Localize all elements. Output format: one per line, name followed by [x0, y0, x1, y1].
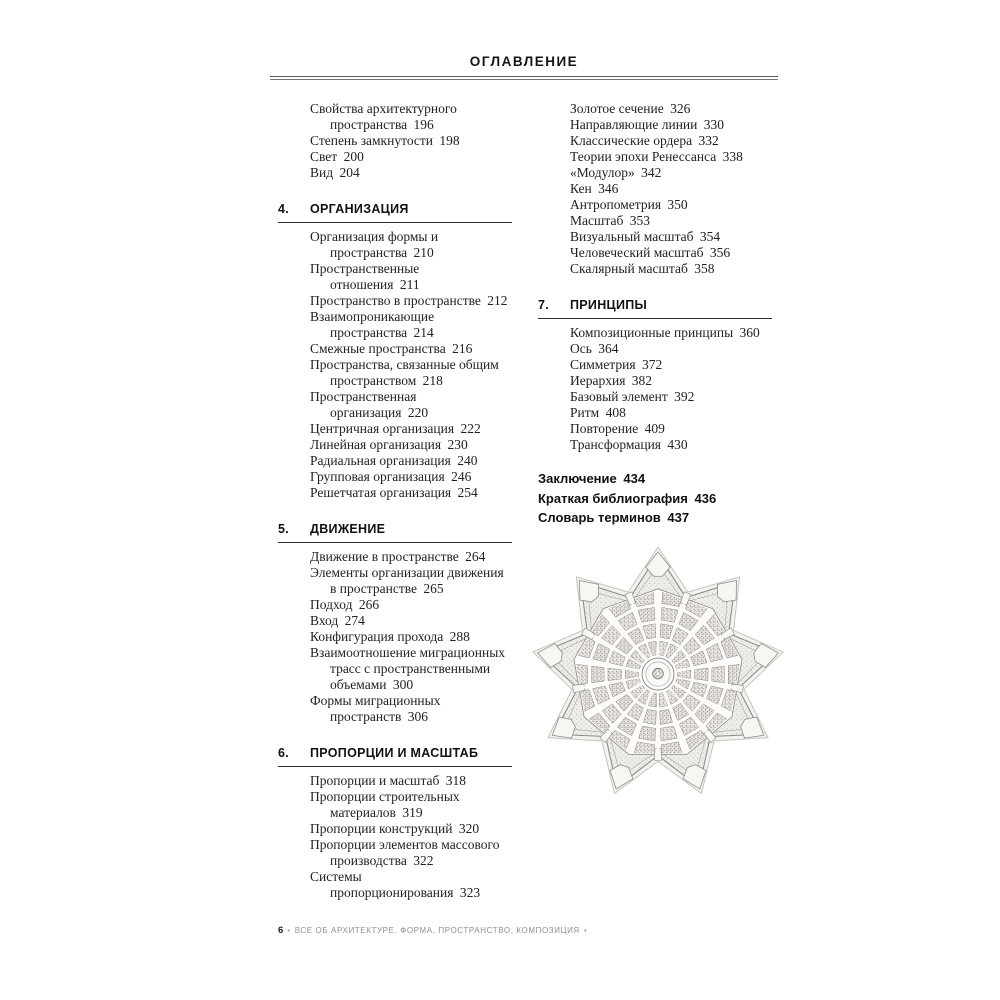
entry-label: Подход [310, 597, 353, 612]
toc-entry [278, 309, 512, 341]
toc-entry [278, 869, 512, 901]
bastion [741, 717, 764, 738]
toc-entry [278, 165, 512, 181]
entry-page-number: 211 [396, 277, 420, 292]
entry-label: Пространства, связанные общим пространством [310, 357, 499, 388]
toc-entry [278, 565, 512, 597]
entry-label: Элементы организации движения в пространстве [310, 565, 504, 596]
entry-label: Золотое сечение [570, 101, 664, 116]
entry-label: Свет [310, 149, 338, 164]
entry-label: Ритм [570, 405, 600, 420]
section-heading [278, 521, 512, 543]
entry-page-number: 254 [454, 485, 478, 500]
toc-entry [278, 789, 512, 821]
entry-label: Человеческий масштаб [570, 245, 704, 260]
entry-label: Групповая организация [310, 469, 445, 484]
toc-entry [278, 421, 512, 437]
toc-entry-group [278, 229, 512, 501]
entry-page-number: 330 [700, 117, 725, 132]
star-fortress-city-plan-image [530, 546, 786, 810]
entry-page-number: 300 [389, 677, 414, 692]
entry-label: Степень замкнутости [310, 133, 434, 148]
toc-entry [538, 229, 772, 245]
toc-entry [278, 837, 512, 869]
entry-label: Пространство в пространстве [310, 293, 481, 308]
toc-entry [538, 489, 772, 509]
entry-page-number: 356 [706, 245, 731, 260]
toc-entry [278, 773, 512, 789]
entry-label: Трансформация [570, 437, 661, 452]
entry-page-number: 265 [420, 581, 444, 596]
toc-entry [278, 597, 512, 613]
toc-entry [538, 341, 772, 357]
footer-bullet-left: • [287, 926, 291, 935]
section-heading [278, 201, 512, 223]
entry-page-number: 214 [410, 325, 434, 340]
entry-page-number: 318 [442, 773, 467, 788]
section-title: ПРОПОРЦИИ И МАСШТАБ [310, 746, 479, 760]
entry-page-number: 218 [419, 373, 443, 388]
footer-page-number: 6 [278, 925, 284, 936]
page-footer [278, 925, 591, 936]
entry-label: Организация формы и пространства [310, 229, 439, 260]
entry-label: Решетчатая организация [310, 485, 452, 500]
entry-label: Краткая библиография [538, 490, 688, 506]
entry-page-number: 212 [483, 293, 508, 308]
entry-page-number: 240 [453, 453, 478, 468]
entry-page-number: 196 [410, 117, 434, 132]
entry-label: Кен [570, 181, 592, 196]
entry-label: Антропометрия [570, 197, 662, 212]
entry-label: Пропорции строительных материалов [310, 789, 460, 820]
entry-label: Базовый элемент [570, 389, 668, 404]
entry-label: Пространственные отношения [310, 261, 420, 292]
toc-entry [278, 629, 512, 645]
entry-page-number: 430 [664, 437, 688, 452]
bastion [552, 717, 575, 738]
entry-page-number: 323 [456, 885, 481, 900]
page-title: ОГЛАВЛЕНИЕ [469, 54, 579, 69]
bastion [717, 581, 736, 602]
toc-entry [538, 469, 772, 489]
section-heading [278, 745, 512, 767]
entry-page-number: 204 [336, 165, 360, 180]
entry-page-number: 216 [448, 341, 473, 356]
entry-page-number: 210 [410, 245, 434, 260]
toc-entry [278, 101, 512, 133]
toc-entry [278, 341, 512, 357]
toc-entry [538, 197, 772, 213]
toc-entry [278, 549, 512, 565]
toc-entry-group [538, 101, 772, 277]
entry-page-number: 198 [436, 133, 460, 148]
entry-label: Визуальный масштаб [570, 229, 694, 244]
entry-label: Повторение [570, 421, 639, 436]
city-block [712, 666, 725, 683]
section-heading [538, 297, 772, 319]
entry-label: Пропорции конструкций [310, 821, 453, 836]
bastion [579, 581, 598, 602]
toc-entry [278, 453, 512, 469]
entry-page-number: 354 [696, 229, 721, 244]
entry-label: Движение в пространстве [310, 549, 459, 564]
footer-bullet-right: • [583, 926, 588, 935]
entry-label: Конфигурация прохода [310, 629, 444, 644]
toc-entry-group [278, 549, 512, 725]
toc-entry-group [278, 101, 512, 181]
entry-page-number: 322 [409, 853, 434, 868]
entry-label: «Модулор» [570, 165, 635, 180]
toc-entry [278, 261, 512, 293]
city-block [695, 668, 709, 680]
entry-page-number: 306 [404, 709, 428, 724]
entry-label: Пропорции и масштаб [310, 773, 440, 788]
entry-page-number: 392 [670, 389, 695, 404]
toc-entry [538, 405, 772, 421]
toc-backmatter-group [538, 469, 772, 528]
header-double-rule [270, 76, 778, 80]
toc-entry [538, 357, 772, 373]
entry-page-number: 408 [602, 405, 626, 420]
entry-page-number: 353 [626, 213, 650, 228]
entry-label: Центричная организация [310, 421, 455, 436]
entry-label: Пропорции элементов массового производства [310, 837, 500, 868]
toc-entry [278, 821, 512, 837]
entry-label: Пространственная организация [310, 389, 417, 420]
entry-page-number: 358 [690, 261, 715, 276]
toc-entry [538, 165, 772, 181]
toc-entry-group [538, 325, 772, 453]
entry-label: Линейная организация [310, 437, 442, 452]
entry-page-number: 288 [446, 629, 470, 644]
toc-entry [278, 437, 512, 453]
entry-label: Вход [310, 613, 339, 628]
toc-entry [278, 149, 512, 165]
entry-label: Заключение [538, 471, 617, 486]
entry-label: Скалярный масштаб [570, 261, 688, 276]
entry-page-number: 364 [594, 341, 619, 356]
toc-entry [278, 693, 512, 725]
entry-label: Взаимопроникающие пространства [310, 309, 435, 340]
entry-label: Композиционные принципы [570, 325, 734, 340]
entry-label: Радиальная организация [310, 453, 451, 468]
entry-label: Формы миграционных пространств [310, 693, 441, 724]
toc-entry [538, 373, 772, 389]
entry-page-number: 222 [457, 421, 481, 436]
section-number: 6. [278, 746, 290, 760]
toc-entry [278, 613, 512, 629]
entry-label: Словарь терминов [538, 510, 661, 525]
entry-page-number: 332 [695, 133, 719, 148]
toc-right-column [538, 101, 772, 528]
entry-page-number: 372 [638, 357, 663, 372]
entry-page-number: 274 [341, 613, 365, 628]
toc-entry [278, 133, 512, 149]
entry-page-number: 346 [594, 181, 619, 196]
toc-entry [538, 213, 772, 229]
toc-entry [278, 357, 512, 389]
toc-entry [538, 389, 772, 405]
entry-label: Ось [570, 341, 592, 356]
entry-label: Направляющие линии [570, 117, 698, 132]
toc-entry [278, 229, 512, 261]
toc-entry [278, 485, 512, 501]
toc-entry [278, 645, 512, 693]
entry-page-number: 409 [641, 421, 665, 436]
footer-book-title: ВСЕ ОБ АРХИТЕКТУРЕ. ФОРМА, ПРОСТРАНСТВО, КОМПОЗИЦИЯ [294, 926, 580, 935]
entry-label: Масштаб [570, 213, 624, 228]
entry-page-number: 326 [666, 101, 691, 116]
entry-page-number: 246 [447, 469, 472, 484]
city-block [608, 668, 622, 680]
entry-page-number: 319 [398, 805, 423, 820]
section-number: 7. [538, 298, 550, 312]
entry-page-number: 342 [637, 165, 662, 180]
entry-page-number: 200 [340, 149, 364, 164]
entry-page-number: 264 [461, 549, 486, 564]
toc-entry [538, 261, 772, 277]
entry-page-number: 350 [664, 197, 688, 212]
toc-entry [538, 421, 772, 437]
entry-page-number: 436 [690, 490, 717, 506]
entry-label: Свойства архитектурного пространства [310, 101, 457, 132]
section-title: ДВИЖЕНИЕ [310, 522, 386, 536]
toc-entry [278, 293, 512, 309]
city-block [592, 666, 605, 683]
toc-entry [538, 437, 772, 453]
entry-label: Взаимоотношение миграционных трасс с пространственными объемами [310, 645, 506, 692]
entry-page-number: 338 [719, 149, 743, 164]
entry-page-number: 266 [355, 597, 380, 612]
central-structure-core [656, 672, 659, 675]
toc-entry [538, 117, 772, 133]
toc-entry [538, 325, 772, 341]
entry-page-number: 434 [619, 471, 646, 486]
entry-page-number: 382 [628, 373, 653, 388]
toc-entry [278, 469, 512, 485]
entry-page-number: 320 [455, 821, 480, 836]
toc-entry [538, 508, 772, 528]
toc-entry [538, 133, 772, 149]
entry-page-number: 437 [663, 510, 690, 525]
toc-entry [538, 149, 772, 165]
toc-entry [278, 389, 512, 421]
section-title: ПРИНЦИПЫ [570, 298, 648, 312]
section-title: ОРГАНИЗАЦИЯ [310, 202, 409, 216]
entry-label: Смежные пространства [310, 341, 446, 356]
entry-label: Классические ордера [570, 133, 693, 148]
entry-label: Системы пропорционирования [310, 869, 454, 900]
entry-page-number: 220 [404, 405, 429, 420]
entry-page-number: 230 [444, 437, 468, 452]
toc-entry [538, 101, 772, 117]
section-number: 5. [278, 522, 290, 536]
section-number: 4. [278, 202, 290, 216]
entry-label: Иерархия [570, 373, 626, 388]
toc-left-column [278, 101, 512, 901]
entry-label: Симметрия [570, 357, 636, 372]
entry-label: Теории эпохи Ренессанса [570, 149, 717, 164]
entry-page-number: 360 [736, 325, 760, 340]
toc-entry [538, 181, 772, 197]
toc-entry [538, 245, 772, 261]
entry-label: Вид [310, 165, 334, 180]
toc-entry-group [278, 773, 512, 901]
